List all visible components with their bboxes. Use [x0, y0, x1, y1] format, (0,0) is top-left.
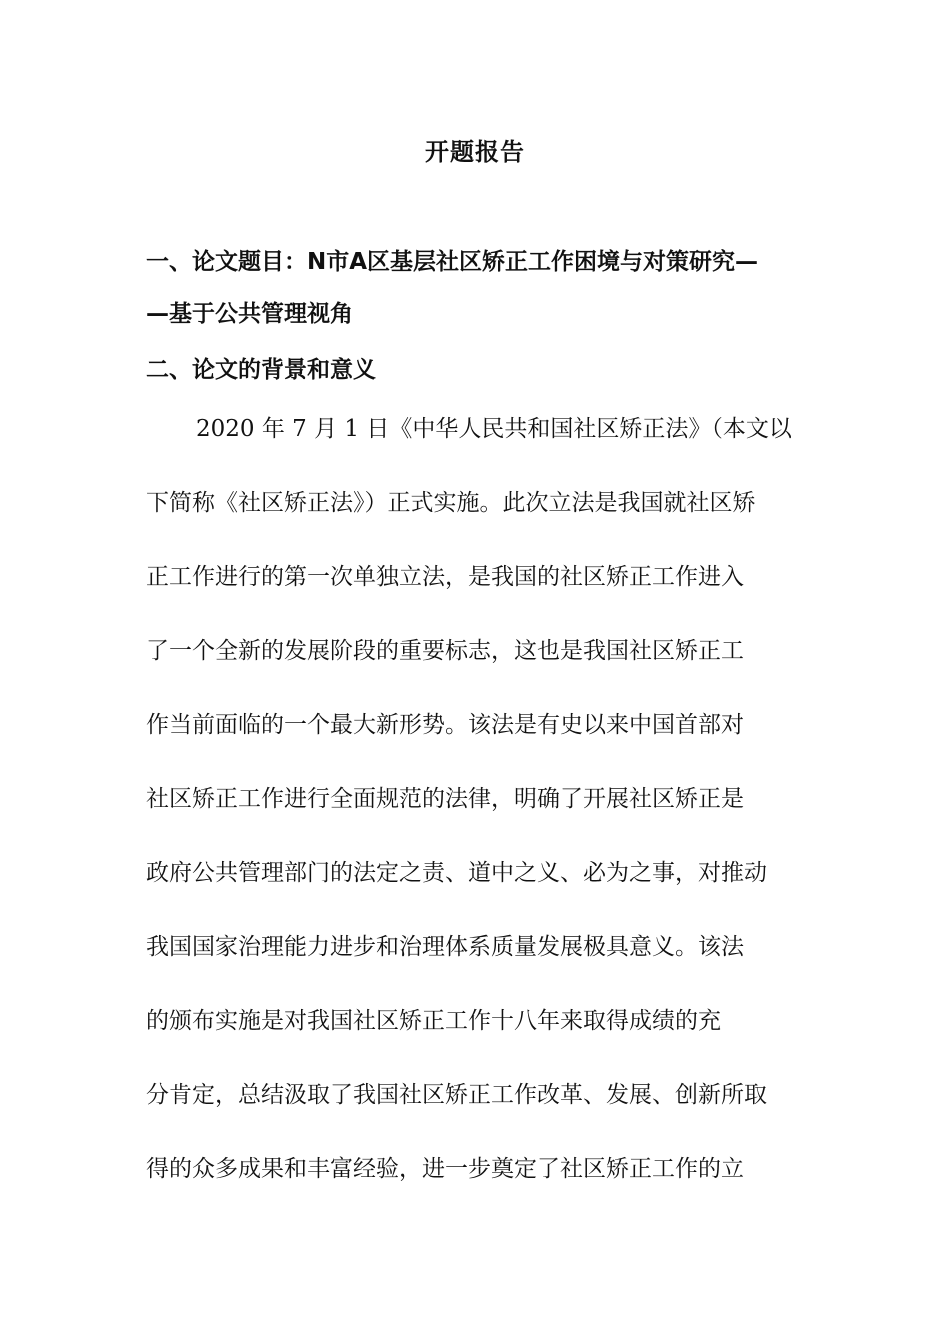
paragraph-line: 社区矫正工作进行全面规范的法律，明确了开展社区矫正是: [146, 786, 744, 812]
background-paragraph: [146, 392, 811, 1206]
section-heading-thesis-title-continued: —基于公共管理视角: [146, 301, 353, 327]
paragraph-line: 分肯定，总结汲取了我国社区矫正工作改革、发展、创新所取: [146, 1082, 767, 1108]
document-title: 开题报告: [425, 138, 525, 166]
paragraph-line: 下简称《社区矫正法》）正式实施。此次立法是我国就社区矫: [146, 490, 756, 516]
paragraph-line: 我国国家治理能力进步和治理体系质量发展极具意义。该法: [146, 934, 744, 960]
paragraph-line: 2020 年 7 月 1 日《中华人民共和国社区矫正法》（本文以: [196, 416, 792, 442]
paragraph-line: 了一个全新的发展阶段的重要标志，这也是我国社区矫正工: [146, 638, 744, 664]
paragraph-line: 的颁布实施是对我国社区矫正工作十八年来取得成绩的充: [146, 1008, 721, 1034]
paragraph-line: 正工作进行的第一次单独立法，是我国的社区矫正工作进入: [146, 564, 744, 590]
section-heading-background: 二、论文的背景和意义: [146, 357, 376, 383]
paragraph-line: 得的众多成果和丰富经验，进一步奠定了社区矫正工作的立: [146, 1156, 744, 1182]
section-heading-thesis-title: 一、论文题目：N市A区基层社区矫正工作困境与对策研究—: [146, 249, 759, 275]
paragraph-line: 政府公共管理部门的法定之责、道中之义、必为之事，对推动: [146, 860, 767, 886]
paragraph-line: 作当前面临的一个最大新形势。该法是有史以来中国首部对: [146, 712, 744, 738]
